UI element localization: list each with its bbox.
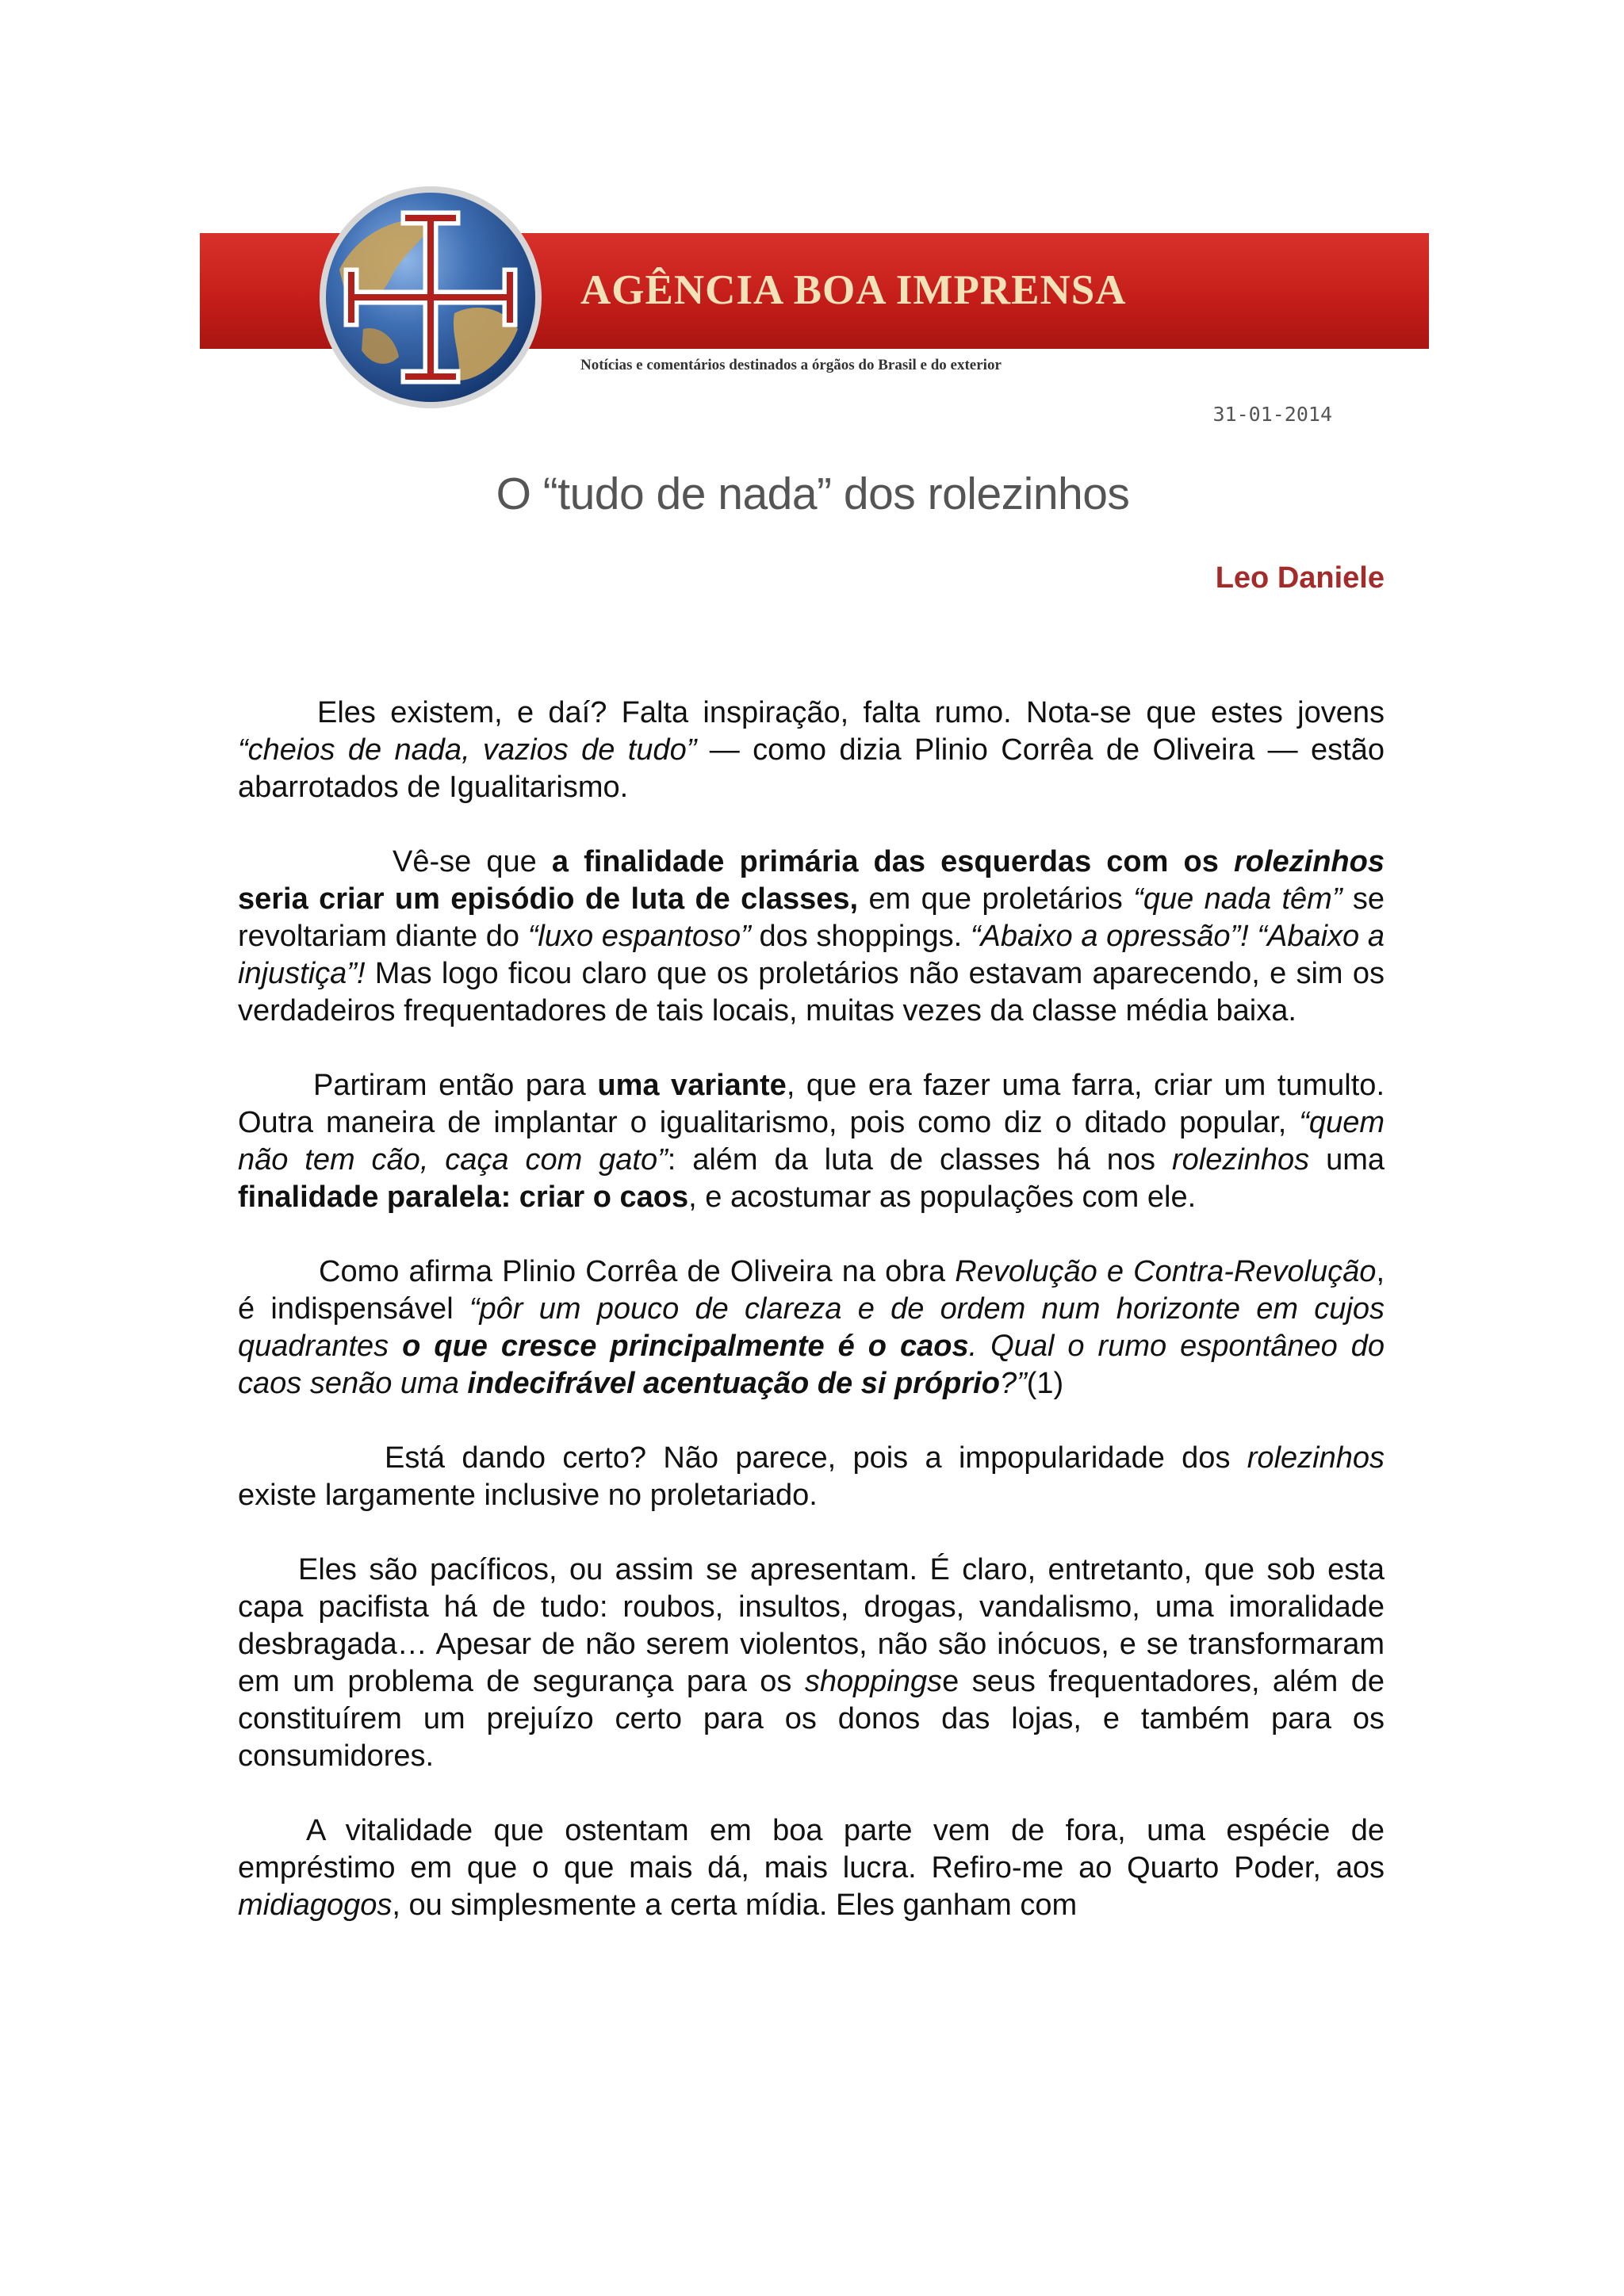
text-run: a finalidade primária das esquerdas com os: [551, 845, 1234, 878]
text-run: midiagogos: [238, 1888, 393, 1922]
text-run: “cheios de nada, vazios de tudo”: [238, 733, 697, 767]
text-run: Vê-se que: [393, 845, 552, 878]
text-run: , e acostumar as populações com ele.: [688, 1181, 1197, 1214]
agency-tagline: Notícias e comentários destinados a órgãos do Brasil e do exterior: [580, 357, 1002, 373]
text-run: uma variante: [597, 1069, 787, 1102]
text-run: , ou simplesmente a certa mídia. Eles ganham com: [392, 1888, 1078, 1922]
article-author: Leo Daniele: [1215, 561, 1385, 595]
text-run: : além da luta de classes há nos: [667, 1143, 1172, 1177]
paragraph: [238, 844, 1385, 1030]
paragraph: [238, 1440, 1385, 1514]
text-run: , que era fazer uma farra, criar um tumulto. Outra maneira de implantar o igualitarismo, pois como diz o ditado popular,: [238, 1069, 1385, 1139]
text-run: . Qual o rumo espontâneo do caos senão uma: [238, 1330, 1385, 1400]
paragraph: [238, 1552, 1385, 1775]
text-run: rolezinhos: [1233, 845, 1385, 878]
text-run: rolezinhos: [1247, 1441, 1385, 1475]
text-run: existe largamente inclusive no proletariado.: [238, 1479, 818, 1512]
text-run: (1): [1026, 1367, 1064, 1400]
globe-cross-icon: [316, 182, 546, 412]
article-date: 31-01-2014: [1212, 403, 1332, 426]
text-run: A vitalidade que ostentam em boa parte vem de fora, uma espécie de empréstimo em que o que mais dá, mais lucra. Refiro-me ao Quarto Poder, aos: [238, 1814, 1385, 1885]
text-run: o que cresce principalmente é o caos: [402, 1330, 969, 1363]
text-run: rolezinhos: [1171, 1143, 1310, 1177]
text-run: e seus frequentadores, além de constituírem um prejuízo certo para os donos das lojas, e também para os consumidores.: [238, 1665, 1385, 1773]
article-body: [238, 695, 1385, 1961]
text-run: shoppings: [804, 1665, 943, 1698]
text-run: em que proletários: [858, 882, 1134, 916]
text-run: , é indispensável: [238, 1255, 1385, 1326]
text-run: “pôr um pouco de clareza e de ordem num horizonte em cujos quadrantes: [238, 1292, 1385, 1363]
text-run: “quem não tem cão, caça com gato”: [238, 1106, 1385, 1177]
text-run: Eles existem, e daí? Falta inspiração, falta rumo. Nota-se que estes jovens: [317, 696, 1385, 729]
text-run: Revolução e Contra-Revolução: [955, 1255, 1377, 1288]
paragraph: [238, 695, 1385, 806]
text-run: se revoltariam diante do: [238, 882, 1385, 953]
article-title: O “tudo de nada” dos rolezinhos: [496, 469, 1130, 519]
text-run: seria criar um episódio de luta de classes,: [238, 882, 859, 916]
text-run: Como afirma Plinio Corrêa de Oliveira na obra: [319, 1255, 956, 1288]
text-run: dos shoppings.: [750, 920, 971, 953]
agency-name: AGÊNCIA BOA IMPRENSA: [580, 267, 1127, 313]
paragraph: [238, 1067, 1385, 1216]
text-run: — como dizia Plinio Corrêa de Oliveira — estão abarrotados de Igualitarismo.: [238, 733, 1385, 804]
text-run: “que nada têm”: [1133, 882, 1342, 916]
text-run: Está dando certo? Não parece, pois a impopularidade dos: [385, 1441, 1247, 1475]
paragraph: [238, 1812, 1385, 1924]
text-run: uma: [1309, 1143, 1385, 1177]
text-run: Mas logo ficou claro que os proletários não estavam aparecendo, e sim os verdadeiros frequentadores de tais locais, muitas vezes da classe média baixa.: [238, 957, 1385, 1027]
text-run: “luxo espantoso”: [527, 920, 751, 953]
text-run: “Abaixo a opressão”! “Abaixo a injustiça”!: [238, 920, 1385, 990]
paragraph: [238, 1253, 1385, 1402]
text-run: ?”: [999, 1367, 1027, 1400]
text-run: finalidade paralela: criar o caos: [238, 1181, 689, 1214]
text-run: Partiram então para: [313, 1069, 598, 1102]
text-run: Eles são pacíficos, ou assim se apresentam. É claro, entretanto, que sob esta capa pacifista há de tudo: roubos, insultos, drogas, vandalismo, uma imoralidade desbragada… Apesar de não serem violentos, não são inócuos, e se transformaram em um problema de segurança para os: [238, 1553, 1385, 1698]
text-run: indecifrável acentuação de si próprio: [467, 1367, 1000, 1400]
